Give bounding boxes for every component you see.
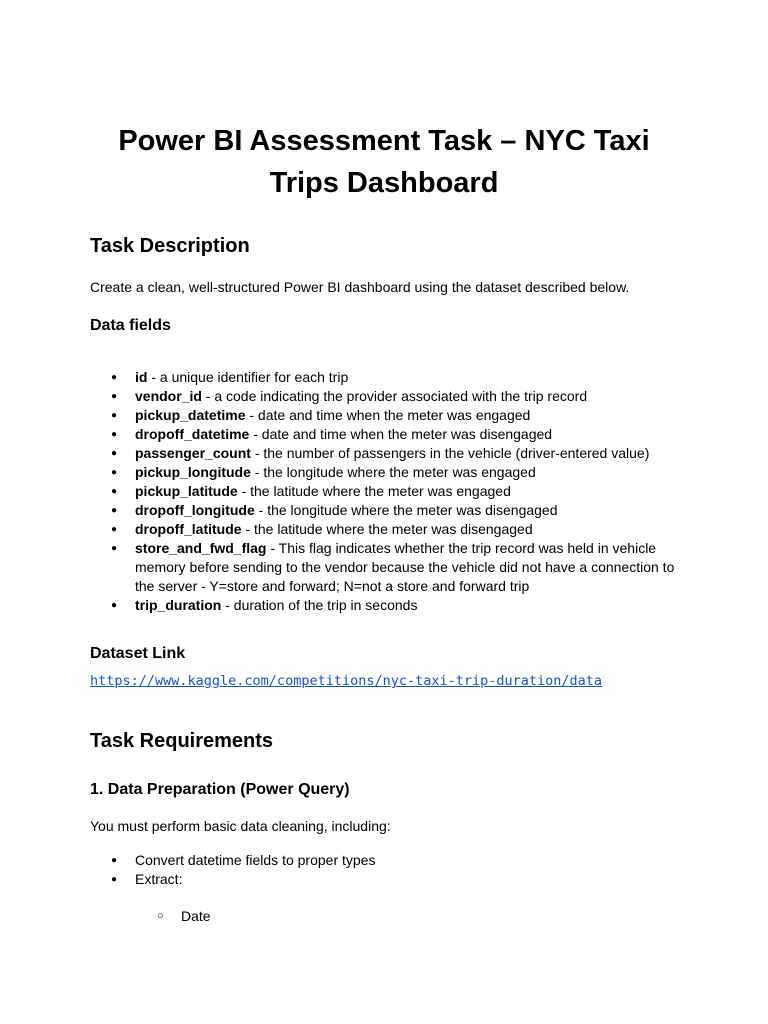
task-requirements-heading: Task Requirements bbox=[90, 730, 274, 752]
dataset-link[interactable]: https://www.kaggle.com/competitions/nyc-taxi-trip-duration/data bbox=[90, 673, 603, 689]
data-preparation-heading: 1. Data Preparation (Power Query) bbox=[90, 781, 350, 798]
data-field-item bbox=[90, 425, 690, 444]
data-field-description: - the latitude where the meter was engaged bbox=[237, 483, 511, 499]
document-title: Power BI Assessment Task – NYC Taxi Trips Dashboard bbox=[118, 125, 650, 199]
data-field-item bbox=[90, 596, 690, 615]
dataset-link-heading: Dataset Link bbox=[90, 645, 186, 662]
data-field-name: pickup_longitude bbox=[135, 464, 251, 480]
data-field-description: - duration of the trip in seconds bbox=[221, 597, 418, 613]
data-field-name: trip_duration bbox=[135, 597, 222, 613]
data-field-name: dropoff_datetime bbox=[135, 426, 250, 442]
data-field-description: - a unique identifier for each trip bbox=[147, 369, 349, 385]
data-preparation-list bbox=[90, 851, 690, 889]
data-preparation-item: ● Extract: bbox=[90, 870, 690, 889]
data-preparation-item: ● Convert datetime fields to proper types bbox=[90, 851, 690, 870]
data-field-name: pickup_latitude bbox=[135, 483, 238, 499]
extract-sub-item: ○ Date bbox=[135, 907, 211, 926]
data-preparation-intro: You must perform basic data cleaning, including: bbox=[90, 818, 391, 834]
data-field-name: passenger_count bbox=[135, 445, 251, 461]
data-field-name: store_and_fwd_flag bbox=[135, 540, 267, 556]
data-field-name: dropoff_latitude bbox=[135, 521, 242, 537]
data-field-item bbox=[90, 501, 690, 520]
data-field-item bbox=[90, 520, 690, 539]
data-field-item bbox=[90, 368, 690, 387]
data-field-item bbox=[90, 406, 690, 425]
data-field-description: - the latitude where the meter was disengaged bbox=[241, 521, 533, 537]
data-field-item bbox=[90, 539, 690, 596]
data-field-description: - date and time when the meter was disengaged bbox=[249, 426, 553, 442]
data-field-description: - This flag indicates whether the trip record was held in vehicle memory before sending to the vendor because the vehicle did not have a connection to the server - Y=store and forward; N=not a store and forward trip bbox=[135, 540, 675, 594]
task-description-text: Create a clean, well-structured Power BI dashboard using the dataset described below. bbox=[90, 279, 630, 295]
data-field-description: - the number of passengers in the vehicle (driver-entered value) bbox=[250, 445, 650, 461]
data-field-name: vendor_id bbox=[135, 388, 202, 404]
data-field-item bbox=[90, 463, 690, 482]
data-field-name: pickup_datetime bbox=[135, 407, 246, 423]
task-description-heading: Task Description bbox=[90, 235, 250, 257]
data-fields-heading: Data fields bbox=[90, 317, 171, 334]
data-field-description: - date and time when the meter was engaged bbox=[245, 407, 531, 423]
data-fields-list bbox=[90, 368, 690, 615]
extract-sub-list bbox=[135, 907, 211, 926]
data-field-item bbox=[90, 482, 690, 501]
data-field-item bbox=[90, 444, 690, 463]
data-field-description: - the longitude where the meter was disengaged bbox=[254, 502, 558, 518]
data-field-description: - the longitude where the meter was engaged bbox=[250, 464, 536, 480]
data-field-item bbox=[90, 387, 690, 406]
data-field-description: - a code indicating the provider associated with the trip record bbox=[201, 388, 588, 404]
data-field-name: id bbox=[135, 369, 148, 385]
data-field-name: dropoff_longitude bbox=[135, 502, 255, 518]
